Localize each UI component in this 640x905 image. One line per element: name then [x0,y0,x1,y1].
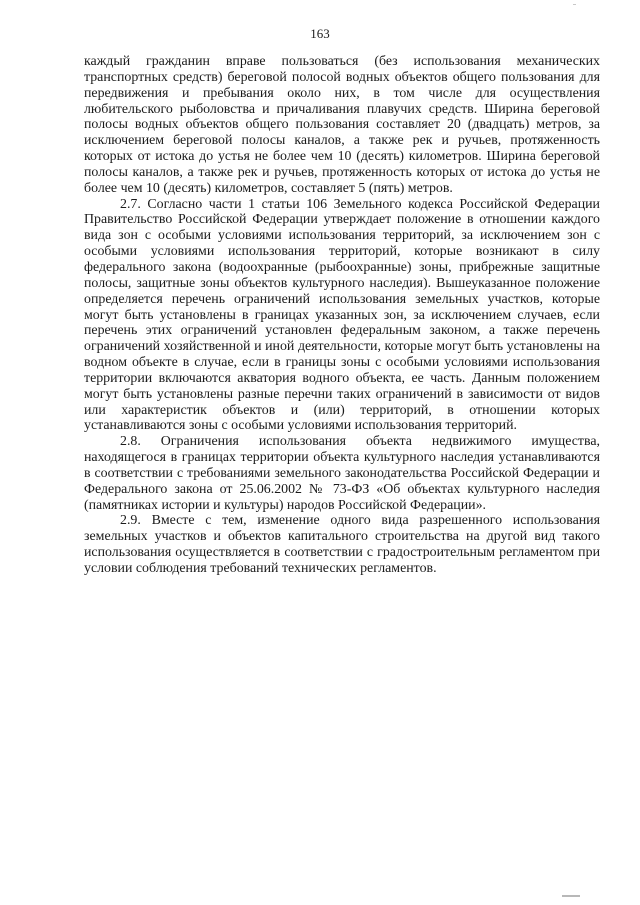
page-number: 163 [310,26,330,41]
paragraph-2-7: 2.7. Согласно части 1 статьи 106 Земельного кодекса Российской Федерации Правительство Российской Федерации утверждает положение в отношении каждого вида зон с особыми условиями использования территорий, за исключением зон с особыми условиями использования территорий, которые возникают в силу федерального закона (водоохранные (рыбоохранные) зоны, прибрежные защитные полосы, защитные зоны объектов культурного наследия). Вышеуказанное положение определяется перечень ограничений использования земельных участков, которые могут быть установлены в границах указанных зон, за исключением случаев, если перечень этих ограничений установлен федеральным законом, а также перечень ограничений хозяйственной и иной деятельности, которые могут быть установлены на водном объекте в случае, если в границы зоны с особыми условиями использования территории включаются акватория водного объекта, ее часть. Данным положением могут быть установлены разные перечни таких ограничений в зависимости от видов или характеристик объектов и (или) территорий, в отношении которых устанавливаются зоны с особыми условиями использования территорий. [84,196,600,434]
scan-artifact-mark [562,895,580,897]
paragraph-continuation: каждый гражданин вправе пользоваться (без использования механических транспортных средств) береговой полосой водных объектов общего пользования для передвижения и пребывания около них, в том числе для осуществления любительского рыболовства и причаливания плавучих средств. Ширина береговой полосы водных объектов общего пользования составляет 20 (двадцать) метров, за исключением береговой полосы каналов, а также рек и ручьев, протяженность которых от истока до устья не более чем 10 (десять) километров. Ширина береговой полосы каналов, а также рек и ручьев, протяженность которых от истока до устья не более чем 10 (десять) километров, составляет 5 (пять) метров. [84,54,600,196]
scan-artifact [573,4,576,5]
paragraph-2-8: 2.8. Ограничения использования объекта недвижимого имущества, находящегося в границах территории объекта культурного наследия устанавливаются в соответствии с требованиями земельного законодательства Российской Федерации и Федерального закона от 25.06.2002 № 73-ФЗ «Об объектах культурного наследия (памятниках истории и культуры) народов Российской Федерации». [84,434,600,513]
body-text [84,54,600,577]
paragraph-2-9: 2.9. Вместе с тем, изменение одного вида разрешенного использования земельных участков и объектов капитального строительства на другой вид такого использования осуществляется в соответствии с градостроительным регламентом при условии соблюдения требований технических регламентов. [84,513,600,576]
